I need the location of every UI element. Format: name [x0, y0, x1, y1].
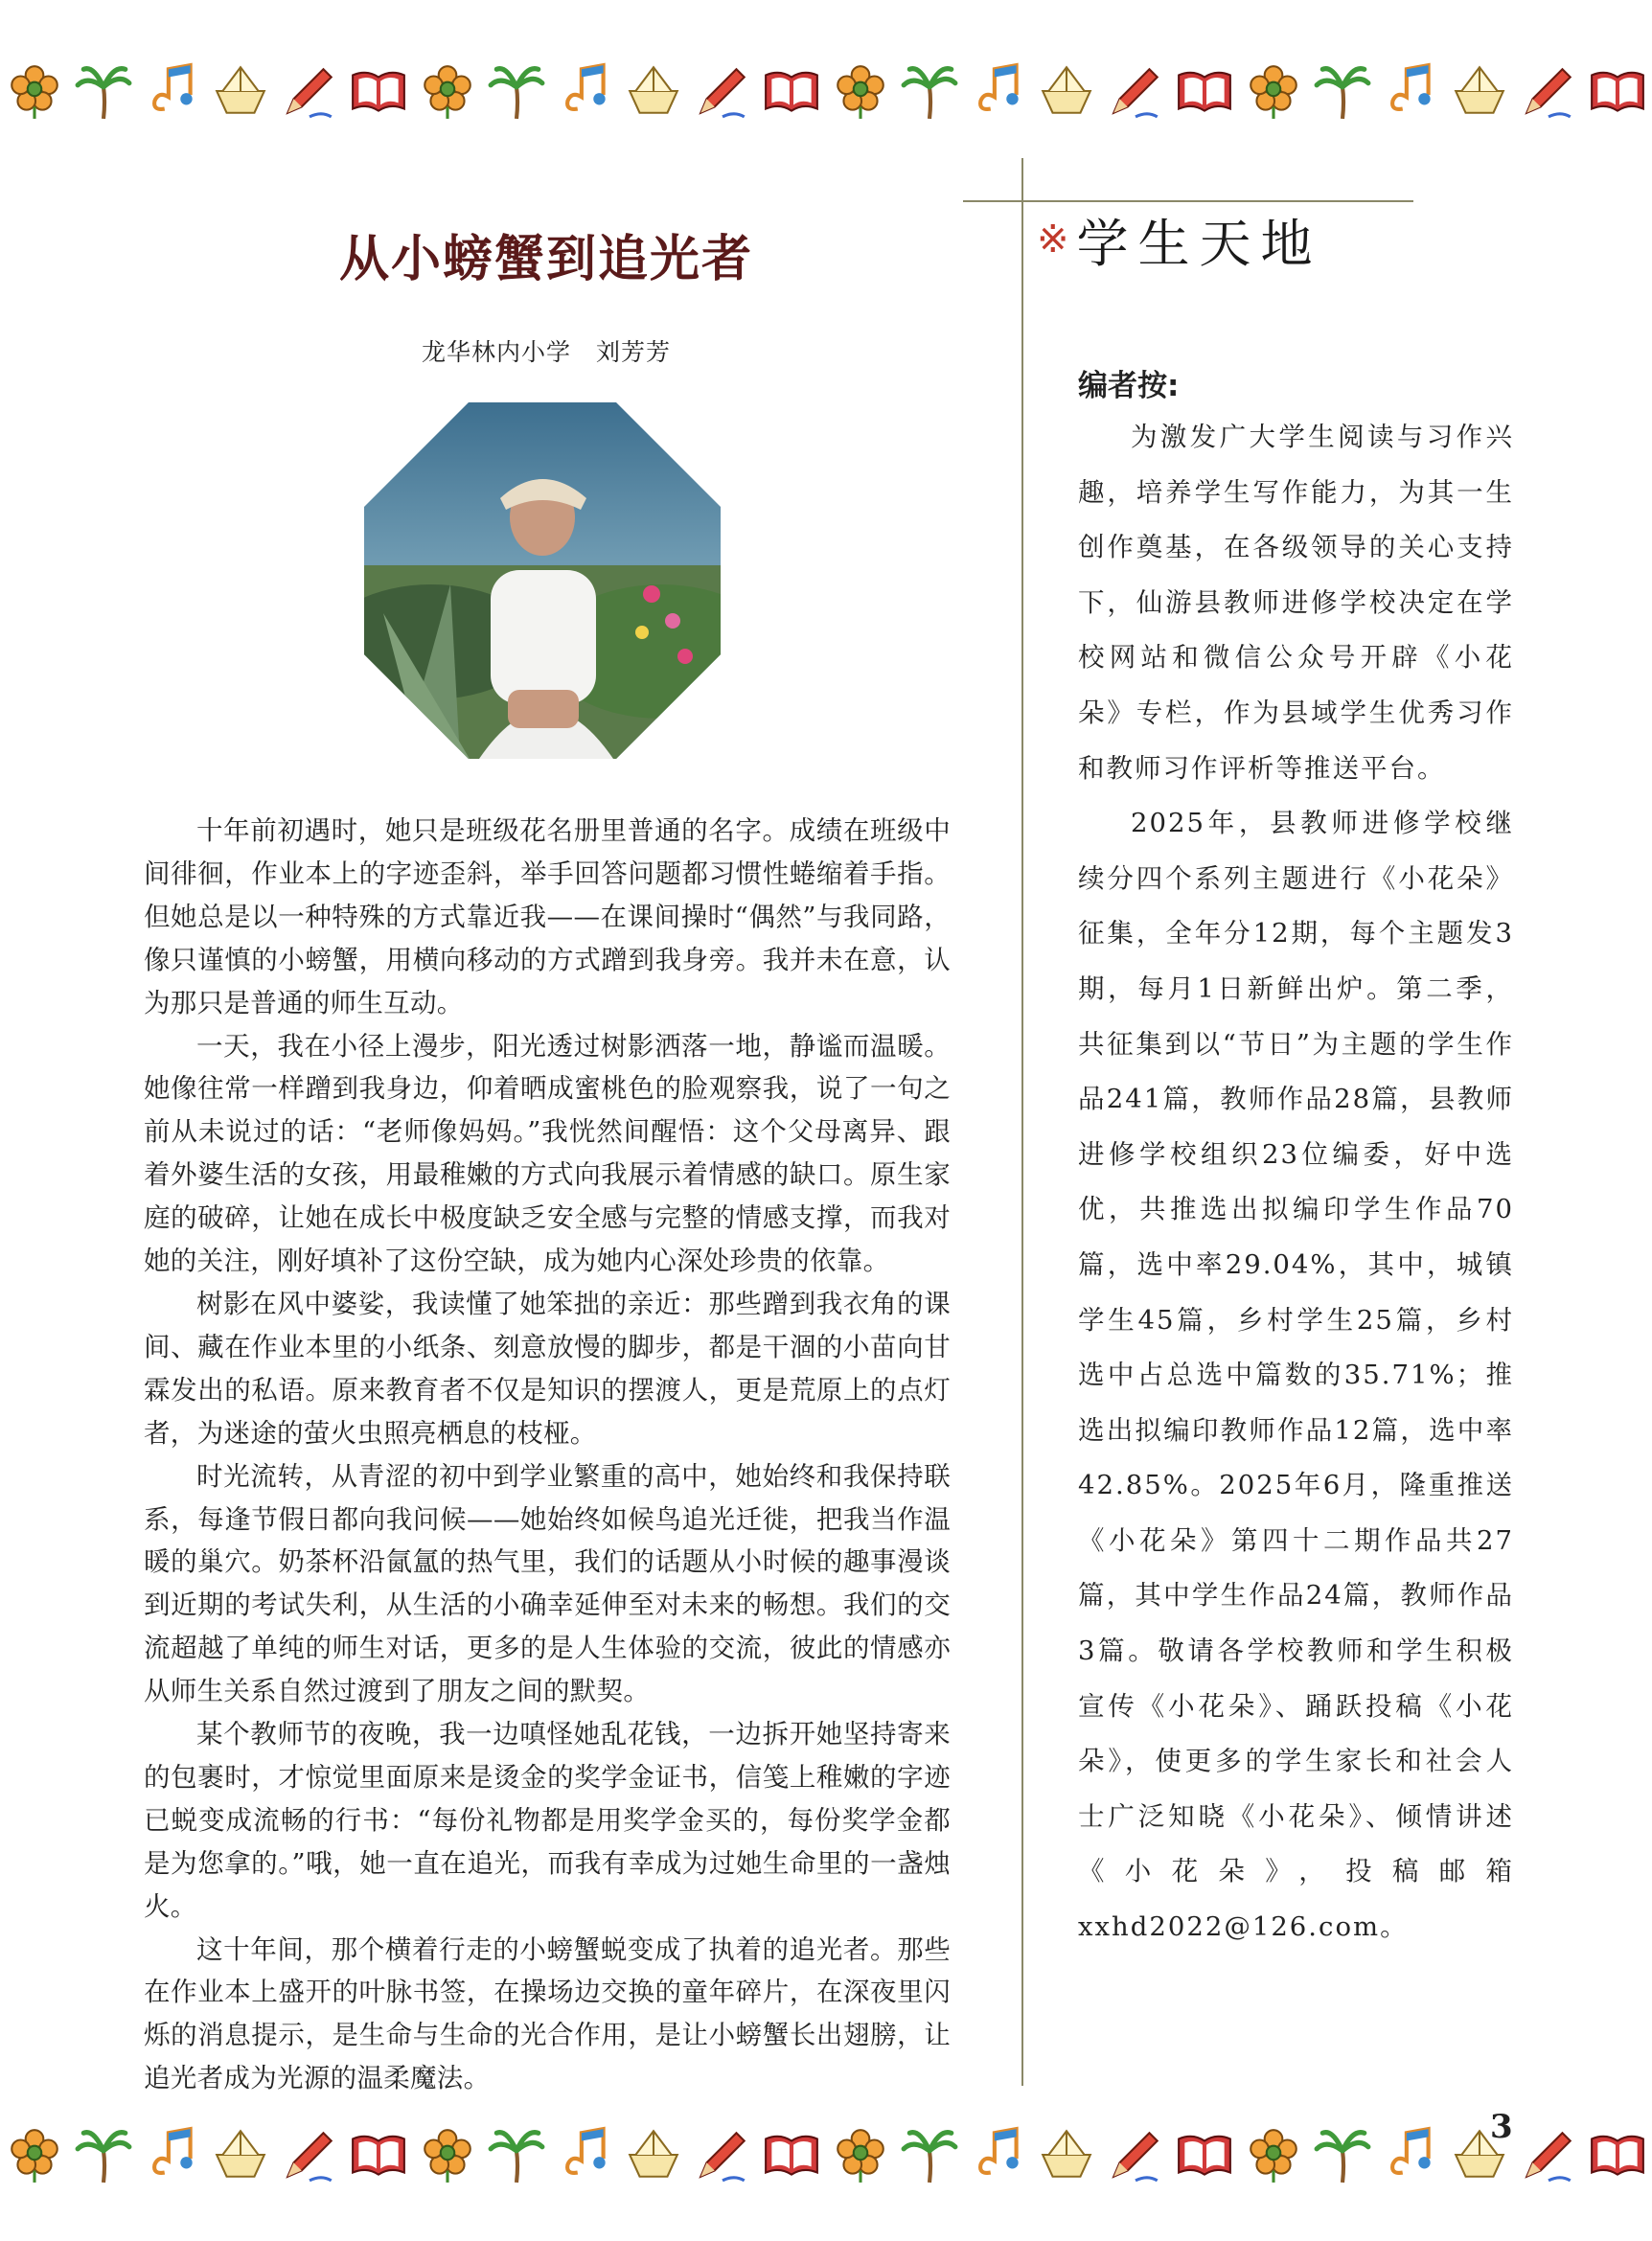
- section-header: [1037, 206, 1322, 273]
- article-paragraph: 这十年间，那个横着行走的小螃蟹蜕变成了执着的追光者。那些在作业本上盛开的叶脉书签，在操场边交换的童年碎片，在深夜里闪烁的消息提示，是生命与生命的光合作用，是让小螃蟹长出翅膀，让追光者成为光源的温柔魔法。: [144, 1933, 951, 2094]
- paper-boat-icon: [1037, 61, 1096, 121]
- flower-icon: [1244, 2125, 1303, 2184]
- flower-icon: [1244, 61, 1303, 121]
- top-decorative-border: [0, 48, 1652, 134]
- music-note-icon: [143, 61, 202, 121]
- palm-tree-icon: [900, 2125, 959, 2184]
- editor-paragraph: 为激发广大学生阅读与习作兴趣，培养学生写作能力，为其一生创作奠基，在各级领导的关心支持下，仙游县教师进修学校决定在学校网站和微信公众号开辟《小花朵》专栏，作为县域学生优秀习作和教师习作评析等推送平台。: [1078, 422, 1514, 784]
- book-icon: [762, 61, 821, 121]
- flower-icon: [5, 2125, 64, 2184]
- pencil-icon: [693, 61, 752, 121]
- flower-icon: [418, 2125, 477, 2184]
- book-icon: [1175, 61, 1234, 121]
- pencil-icon: [280, 61, 339, 121]
- editor-note-body: [1078, 410, 1514, 1955]
- book-icon: [1588, 61, 1647, 121]
- paper-boat-icon: [624, 2125, 683, 2184]
- palm-tree-icon: [74, 61, 133, 121]
- paper-boat-icon: [1037, 2125, 1096, 2184]
- music-note-icon: [143, 2125, 202, 2184]
- bottom-decorative-border: [0, 2112, 1652, 2198]
- music-note-icon: [556, 61, 615, 121]
- pencil-icon: [693, 2125, 752, 2184]
- music-note-icon: [556, 2125, 615, 2184]
- palm-tree-icon: [487, 2125, 546, 2184]
- article-byline: 龙华林内小学 刘芳芳: [421, 338, 671, 366]
- flower-icon: [831, 2125, 890, 2184]
- article-paragraph: 十年前初遇时，她只是班级花名册里普通的名字。成绩在班级中间徘徊，作业本上的字迹歪斜，举手回答问题都习惯性蜷缩着手指。但她总是以一种特殊的方式靠近我——在课间操时“偶然”与我同路，像只谨慎的小螃蟹，用横向移动的方式蹭到我身旁。我并未在意，认为那只是普通的师生互动。: [144, 815, 951, 1018]
- article-paragraph: 一天，我在小径上漫步，阳光透过树影洒落一地，静谧而温暖。她像往常一样蹭到我身边，仰着晒成蜜桃色的脸观察我，说了一句之前从未说过的话：“老师像妈妈。”我恍然间醒悟：这个父母离异、跟着外婆生活的女孩，用最稚嫩的方式向我展示着情感的缺口。原生家庭的破碎，让她在成长中极度缺乏安全感与完整的情感支撑，而我对她的关注，刚好填补了这份空缺，成为她内心深处珍贵的依靠。: [144, 1030, 951, 1277]
- page-number: 3: [1490, 2108, 1513, 2146]
- book-icon: [349, 2125, 408, 2184]
- book-icon: [762, 2125, 821, 2184]
- palm-tree-icon: [1313, 61, 1372, 121]
- music-note-icon: [969, 61, 1028, 121]
- paper-boat-icon: [624, 61, 683, 121]
- book-icon: [1588, 2125, 1647, 2184]
- pencil-icon: [280, 2125, 339, 2184]
- palm-tree-icon: [487, 61, 546, 121]
- article-paragraph: 树影在风中婆娑，我读懂了她笨拙的亲近：那些蹭到我衣角的课间、藏在作业本里的小纸条、刻意放慢的脚步，都是干涸的小苗向甘霖发出的私语。原来教育者不仅是知识的摆渡人，更是荒原上的点灯者，为迷途的萤火虫照亮栖息的枝桠。: [144, 1288, 951, 1449]
- paper-boat-icon: [211, 2125, 270, 2184]
- paper-boat-icon: [1450, 61, 1509, 121]
- music-note-icon: [969, 2125, 1028, 2184]
- article-title: 从小螃蟹到追光者: [338, 231, 753, 288]
- music-note-icon: [1381, 61, 1440, 121]
- paper-boat-icon: [211, 61, 270, 121]
- palm-tree-icon: [900, 61, 959, 121]
- article-body: [144, 810, 951, 2100]
- music-note-icon: [1381, 2125, 1440, 2184]
- book-icon: [349, 61, 408, 121]
- editor-paragraph: 2025年，县教师进修学校继续分四个系列主题进行《小花朵》征集，全年分12期，每个主题发3期，每月1日新鲜出炉。第二季，共征集到以“节日”为主题的学生作品241篇，教师作品28篇，县教师进修学校组织23位编委，好中选优，共推选出拟编印学生作品70篇，选中率29.04%，其中，城镇学生45篇，乡村学生25篇，乡村选中占总选中篇数的35.71%；推选出拟编印教师作品12篇，选中率42.85%。2025年6月，隆重推送《小花朵》第四十二期作品共27篇，其中学生作品24篇，教师作品3篇。敬请各学校教师和学生积极宣传《小花朵》、踊跃投稿《小花朵》，使更多的学生家长和社会人士广泛知晓《小花朵》、倾情讲述《小花朵》，投稿邮箱xxhd2022@126.com。: [1078, 808, 1514, 1943]
- section-mark: ※: [1037, 217, 1069, 262]
- section-title: 学生天地: [1076, 213, 1322, 274]
- editor-note-label: 编者按:: [1078, 369, 1180, 403]
- palm-tree-icon: [1313, 2125, 1372, 2184]
- column-divider: [1021, 158, 1023, 2086]
- flower-icon: [418, 61, 477, 121]
- author-photo: [364, 402, 721, 759]
- pencil-icon: [1106, 61, 1165, 121]
- pencil-icon: [1106, 2125, 1165, 2184]
- article-paragraph: 时光流转，从青涩的初中到学业繁重的高中，她始终和我保持联系，每逢节假日都向我问候——她始终如候鸟追光迁徙，把我当作温暖的巢穴。奶茶杯沿氤氲的热气里，我们的话题从小时候的趣事漫谈到近期的考试失利，从生活的小确幸延伸至对未来的畅想。我们的交流超越了单纯的师生对话，更多的是人生体验的交流，彼此的情感亦从师生关系自然过渡到了朋友之间的默契。: [144, 1460, 951, 1707]
- pencil-icon: [1519, 2125, 1578, 2184]
- pencil-icon: [1519, 61, 1578, 121]
- book-icon: [1175, 2125, 1234, 2184]
- flower-icon: [5, 61, 64, 121]
- flower-icon: [831, 61, 890, 121]
- palm-tree-icon: [74, 2125, 133, 2184]
- article-paragraph: 某个教师节的夜晚，我一边嗔怪她乱花钱，一边拆开她坚持寄来的包裹时，才惊觉里面原来是烫金的奖学金证书，信笺上稚嫩的字迹已蜕变成流畅的行书：“每份礼物都是用奖学金买的，每份奖学金都是为您拿的。”哦，她一直在追光，而我有幸成为过她生命里的一盏烛火。: [144, 1719, 951, 1922]
